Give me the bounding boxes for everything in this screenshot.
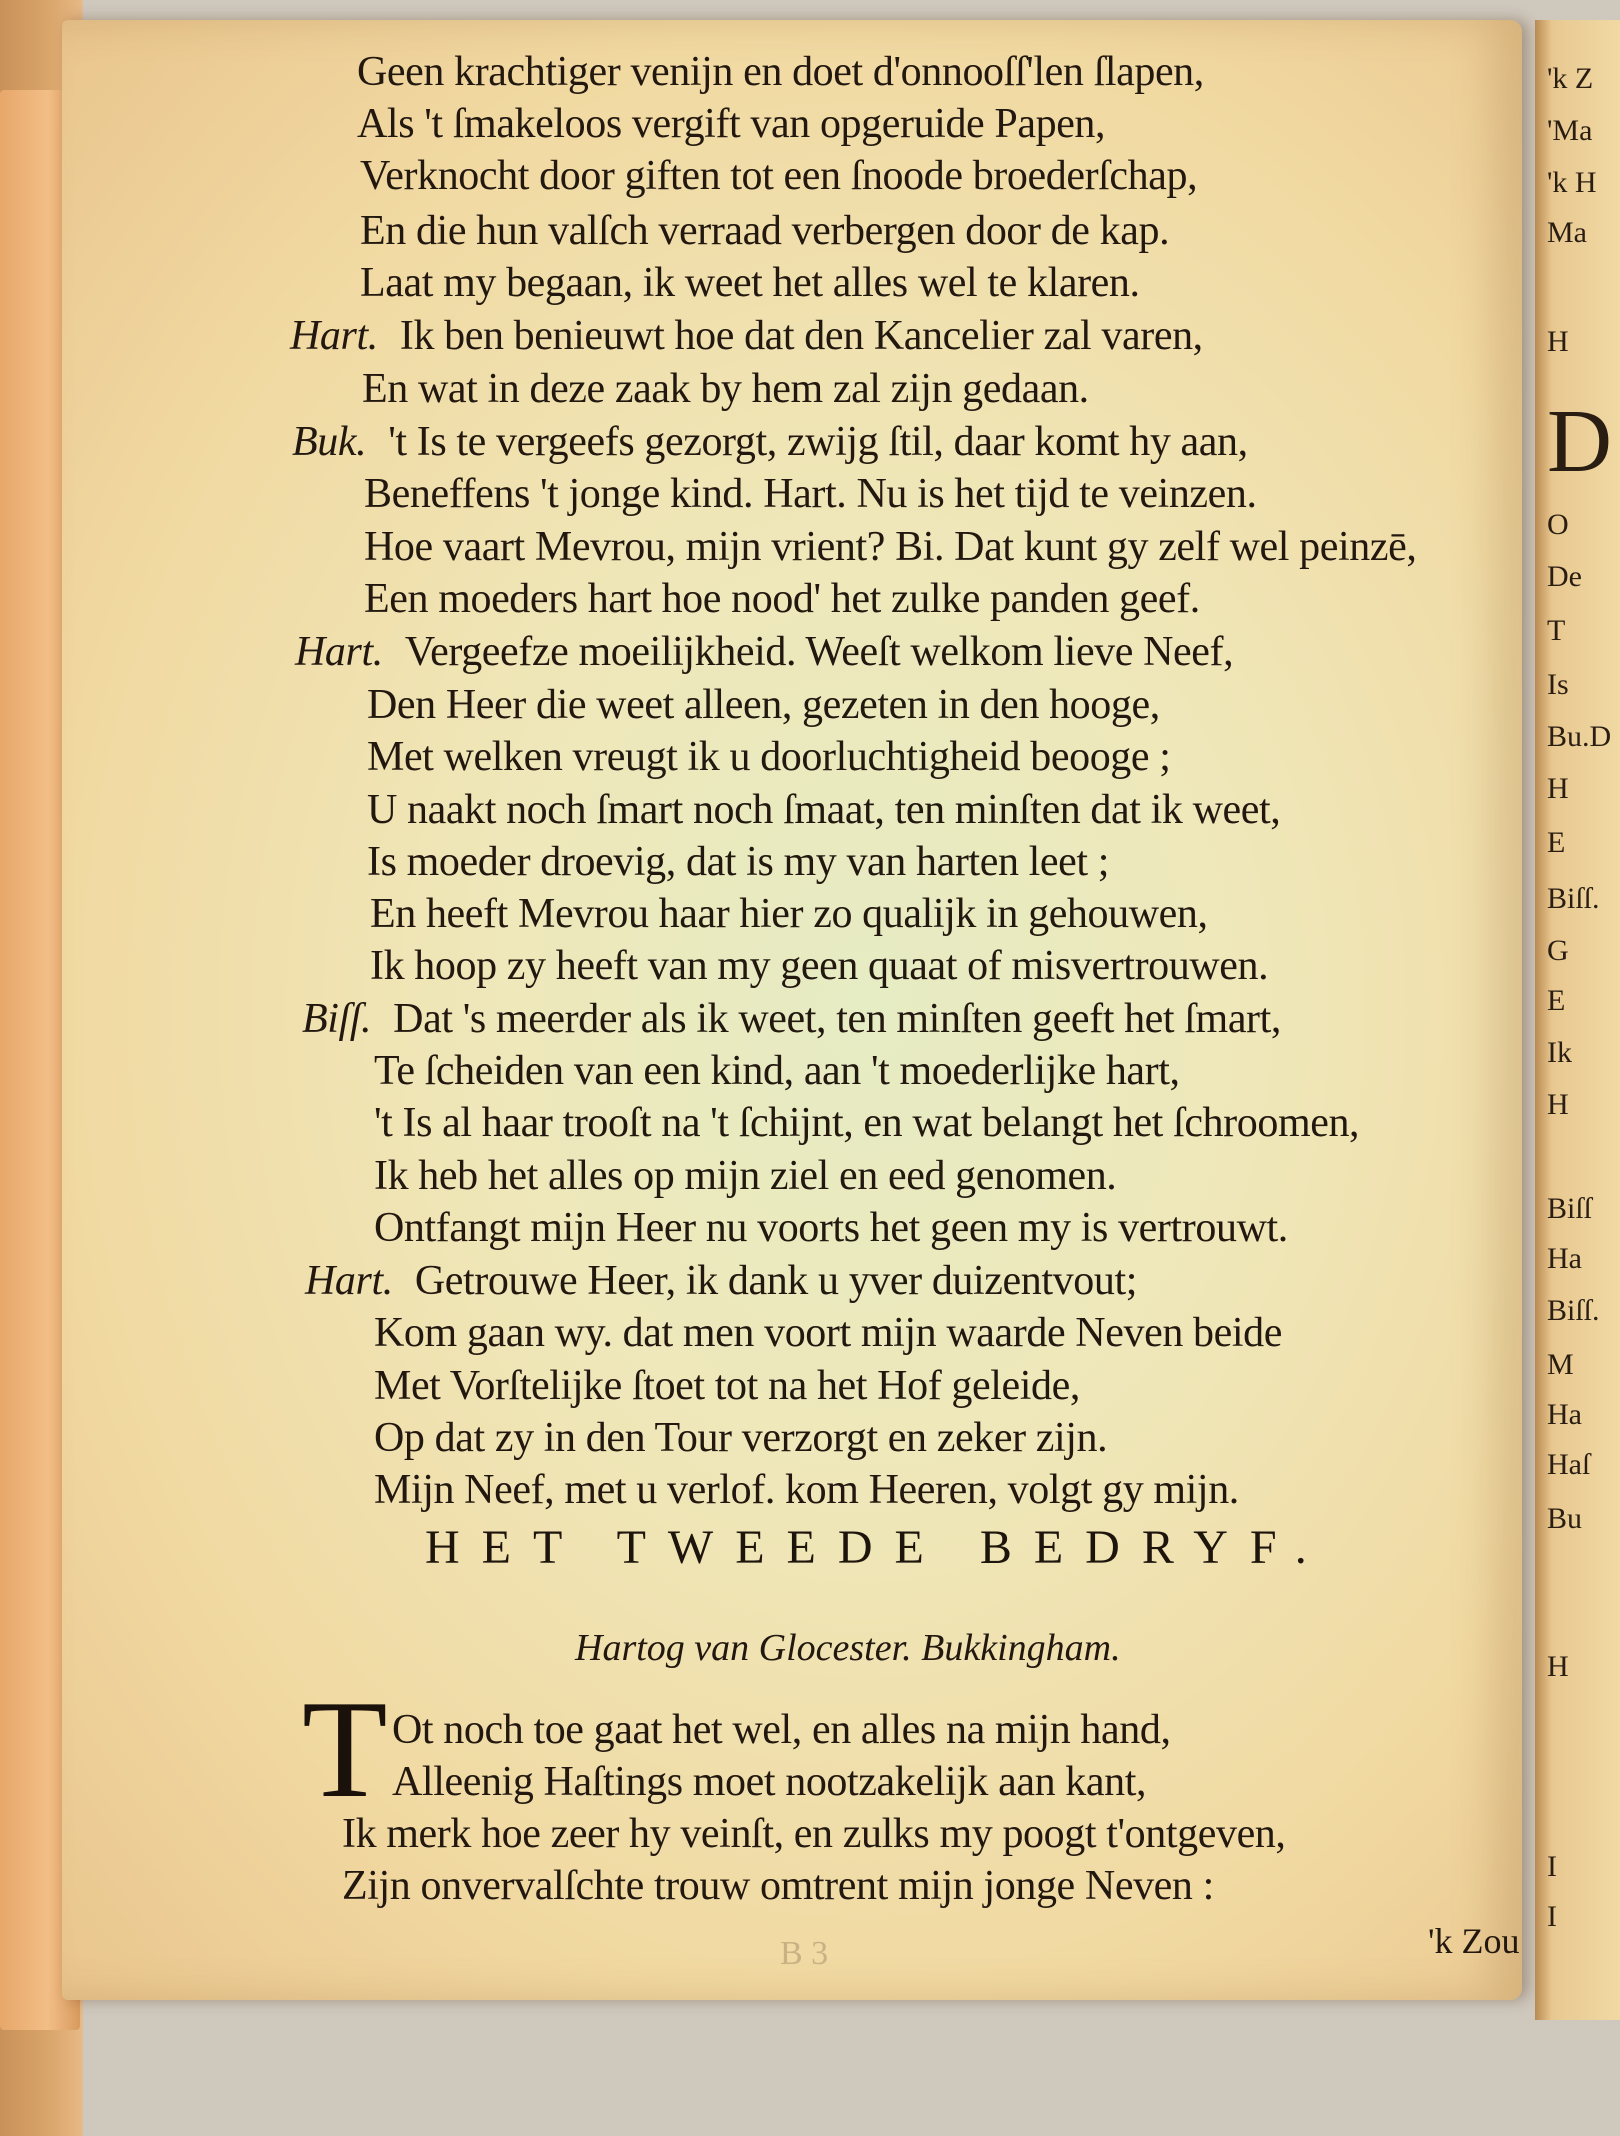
verse-line: Hoe vaart Mevrou, mijn vrient? Bi. Dat kunt gy zelf wel peinzē, <box>364 524 1417 570</box>
next-page-fragment: H <box>1547 772 1569 805</box>
next-page-fragment: G <box>1547 934 1569 967</box>
signature-mark: B 3 <box>780 1935 829 1972</box>
next-page-fragment: Ha <box>1547 1398 1582 1431</box>
verse-line: Op dat zy in den Tour verzorgt en zeker zijn. <box>374 1415 1108 1461</box>
next-page-fragment: Biſſ. <box>1547 882 1600 915</box>
verse-line: Ik heb het alles op mijn ziel en eed genomen. <box>374 1153 1117 1199</box>
verse-line: Geen krachtiger venijn en doet d'onnooſſ'len ſlapen, <box>357 49 1204 95</box>
next-page-fragment: Haſ <box>1547 1448 1591 1481</box>
catchword: 'k Zou <box>1428 1921 1520 1961</box>
next-page-fragment: Biſſ <box>1547 1192 1593 1225</box>
next-page-fragment: Bu.D <box>1547 720 1612 753</box>
verse-line: Hart. Getrouwe Heer, ik dank u yver duizentvout; <box>305 1258 1137 1304</box>
verse-line: Mijn Neef, met u verlof. kom Heeren, volgt gy mijn. <box>374 1467 1239 1513</box>
verse-line: Verknocht door giften tot een ſnoode broederſchap, <box>360 153 1198 199</box>
drop-cap: T <box>302 1672 388 1827</box>
verse-line: Is moeder droevig, dat is my van harten leet ; <box>367 839 1110 885</box>
verse-line: U naakt noch ſmart noch ſmaat, ten minſten dat ik weet, <box>367 787 1281 833</box>
act-heading: HET TWEEDE BEDRYF. <box>425 1521 1329 1574</box>
next-page-fragment: Ha <box>1547 1242 1582 1275</box>
next-page-edge <box>1535 20 1620 2020</box>
verse-line: Laat my begaan, ik weet het alles wel te klaren. <box>360 260 1140 306</box>
next-page-fragment: Is <box>1547 668 1569 701</box>
verse-line: Te ſcheiden van een kind, aan 't moederlijke hart, <box>374 1048 1180 1094</box>
verse-line: Ik hoop zy heeft van my geen quaat of misvertrouwen. <box>370 943 1269 989</box>
next-page-fragment: H <box>1547 325 1569 358</box>
next-page-fragment: H <box>1547 1088 1569 1121</box>
next-page-fragment: Ma <box>1547 216 1587 249</box>
next-page-fragment: T <box>1547 614 1566 647</box>
verse-line: En heeft Mevrou haar hier zo qualijk in gehouwen, <box>370 891 1208 937</box>
next-page-fragment: Bu <box>1547 1502 1583 1535</box>
verse-line: Kom gaan wy. dat men voort mijn waarde Neven beide <box>374 1310 1282 1356</box>
verse-line: Buk. 't Is te vergeefs gezorgt, zwijg ſtil, daar komt hy aan, <box>292 419 1248 465</box>
verse-line: Met welken vreugt ik u doorluchtigheid beooge ; <box>367 734 1171 780</box>
verse-line: Hart. Vergeefze moeilijkheid. Weeſt welkom lieve Neef, <box>295 629 1234 675</box>
next-page-fragment: M <box>1547 1348 1574 1381</box>
next-page-fragment: 'k H <box>1547 166 1597 199</box>
next-page-fragment: E <box>1547 984 1566 1017</box>
act-verse-line: Ot noch toe gaat het wel, en alles na mijn hand, <box>392 1707 1171 1753</box>
verse-line: Met Vorſtelijke ſtoet tot na het Hof geleide, <box>374 1363 1080 1409</box>
verse-line: Een moeders hart hoe nood' het zulke panden geef. <box>364 576 1200 622</box>
next-page-fragment: E <box>1547 826 1566 859</box>
next-page-fragment: I <box>1547 1900 1557 1933</box>
next-page-fragment: De <box>1547 560 1582 593</box>
act-verse-line: Ik merk hoe zeer hy veinſt, en zulks my poogt t'ontgeven, <box>342 1811 1286 1857</box>
verse-line: Beneffens 't jonge kind. Hart. Nu is het tijd te veinzen. <box>364 471 1257 517</box>
next-page-fragment: 'Ma <box>1547 114 1593 147</box>
act-verse-line: Alleenig Haſtings moet nootzakelijk aan kant, <box>392 1759 1147 1805</box>
verse-line: 't Is al haar trooſt na 't ſchijnt, en wat belangt het ſchroomen, <box>374 1100 1360 1146</box>
next-page-fragment: Biſſ. <box>1547 1294 1600 1327</box>
next-page-fragment: H <box>1547 1650 1569 1683</box>
verse-line: Ontfangt mijn Heer nu voorts het geen my is vertrouwt. <box>374 1205 1288 1251</box>
next-page-fragment: I <box>1547 1850 1557 1883</box>
verse-line: En wat in deze zaak by hem zal zijn gedaan. <box>362 366 1089 412</box>
verse-line: En die hun valſch verraad verbergen door de kap. <box>360 208 1170 254</box>
act-verse-line: Zijn onvervalſchte trouw omtrent mijn jonge Neven : <box>342 1863 1214 1909</box>
verse-line: Als 't ſmakeloos vergift van opgeruide Papen, <box>357 101 1106 147</box>
next-page-fragment: D <box>1547 392 1612 491</box>
cast-list: Hartog van Glocester. Bukkingham. <box>575 1627 1121 1669</box>
verse-line: Biſſ. Dat 's meerder als ik weet, ten minſten geeft het ſmart, <box>302 996 1282 1042</box>
next-page-fragment: O <box>1547 508 1569 541</box>
next-page-fragment: 'k Z <box>1547 62 1594 95</box>
verse-line: Den Heer die weet alleen, gezeten in den hooge, <box>367 682 1160 728</box>
verse-line: Hart. Ik ben benieuwt hoe dat den Kancelier zal varen, <box>290 313 1203 359</box>
next-page-fragment: Ik <box>1547 1036 1572 1069</box>
